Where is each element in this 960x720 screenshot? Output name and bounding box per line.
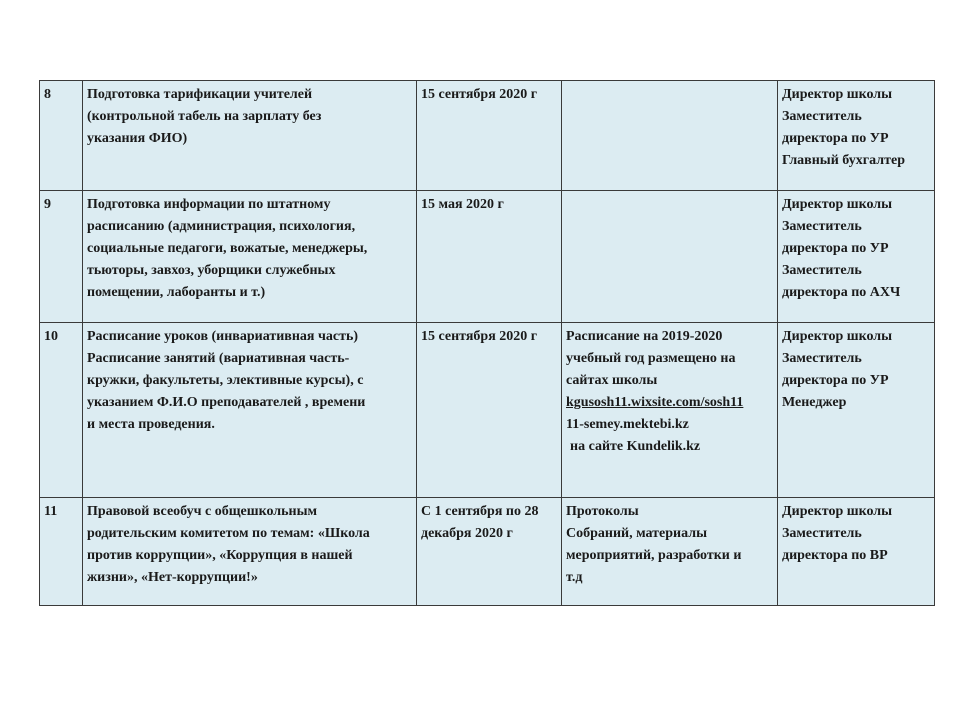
responsible-line: Директор школы <box>782 329 893 344</box>
date-cell <box>417 81 562 191</box>
task-line: помещении, лаборанты и т.) <box>87 285 266 300</box>
task-line: Подготовка тарификации учителей <box>87 87 313 102</box>
responsible-line: директора по АХЧ <box>782 285 901 300</box>
task-line: социальные педагоги, вожатые, менеджеры, <box>87 241 368 256</box>
task-line: и места проведения. <box>87 417 215 432</box>
kundelik-line: на сайте Kundelik.kz <box>570 439 701 454</box>
result-line: сайтах школы <box>566 373 658 388</box>
task-line: Подготовка информации по штатному <box>87 197 331 212</box>
result-line: Расписание на 2019-2020 <box>566 329 723 344</box>
table-row <box>40 191 935 323</box>
responsible-line: Директор школы <box>782 504 893 519</box>
responsible-line: Заместитель <box>782 263 862 278</box>
row-number-cell <box>40 498 83 606</box>
responsible-line: Заместитель <box>782 526 862 541</box>
result-line: т.д <box>566 570 583 585</box>
date-line: 15 сентября 2020 г <box>421 329 538 344</box>
task-line: Расписание занятий (вариативная часть- <box>87 351 350 366</box>
task-line: Правовой всеобуч с общешкольным <box>87 504 318 519</box>
responsible-line: директора по УР <box>782 131 889 146</box>
responsible-line: директора по УР <box>782 373 889 388</box>
table-row <box>40 81 935 191</box>
row-number-cell <box>40 81 83 191</box>
responsible-cell <box>778 191 935 323</box>
table-row <box>40 498 935 606</box>
result-line: Собраний, материалы <box>566 526 708 541</box>
task-line: тьюторы, завхоз, уборщики служебных <box>87 263 336 278</box>
task-line: против коррупции», «Коррупция в нашей <box>87 548 353 563</box>
row-number: 11 <box>44 504 58 519</box>
date-line: 15 сентября 2020 г <box>421 87 538 102</box>
result-cell <box>562 81 778 191</box>
responsible-line: Главный бухгалтер <box>782 153 905 168</box>
result-cell <box>562 323 778 498</box>
task-line: расписанию (администрация, психология, <box>87 219 356 234</box>
responsible-line: Директор школы <box>782 197 893 212</box>
result-line: Протоколы <box>566 504 639 519</box>
task-line: (контрольной табель на зарплату без <box>87 109 322 124</box>
date-cell <box>417 498 562 606</box>
task-cell <box>83 323 417 498</box>
responsible-line: Заместитель <box>782 351 862 366</box>
table-body <box>40 81 935 606</box>
responsible-line: Менеджер <box>782 395 847 410</box>
responsible-line: директора по ВР <box>782 548 888 563</box>
date-line: 15 мая 2020 г <box>421 197 504 212</box>
school-site-address: 11-semey.mektebi.kz <box>566 417 689 432</box>
row-number-cell <box>40 191 83 323</box>
responsible-line: Заместитель <box>782 219 862 234</box>
school-site-link[interactable]: kgusosh11.wixsite.com/sosh11 <box>566 395 744 410</box>
task-cell <box>83 191 417 323</box>
result-cell <box>562 191 778 323</box>
task-line: указания ФИО) <box>87 131 188 146</box>
row-number: 8 <box>44 87 51 102</box>
task-line: указанием Ф.И.О преподавателей , времени <box>87 395 366 410</box>
result-line: учебный год размещено на <box>566 351 736 366</box>
date-line: декабря 2020 г <box>421 526 513 541</box>
task-line: родительским комитетом по темам: «Школа <box>87 526 370 541</box>
date-cell <box>417 323 562 498</box>
date-line: С 1 сентября по 28 <box>421 504 539 519</box>
result-line: мероприятий, разработки и <box>566 548 742 563</box>
responsible-line: директора по УР <box>782 241 889 256</box>
table-row <box>40 323 935 498</box>
task-line: жизни», «Нет-коррупции!» <box>87 570 258 585</box>
responsible-line: Директор школы <box>782 87 893 102</box>
date-cell <box>417 191 562 323</box>
action-plan-table <box>39 80 935 606</box>
result-cell <box>562 498 778 606</box>
task-cell <box>83 81 417 191</box>
responsible-cell <box>778 81 935 191</box>
task-line: Расписание уроков (инвариативная часть) <box>87 329 359 344</box>
responsible-line: Заместитель <box>782 109 862 124</box>
task-line: кружки, факультеты, элективные курсы), с <box>87 373 364 388</box>
row-number-cell <box>40 323 83 498</box>
responsible-cell <box>778 498 935 606</box>
row-number: 9 <box>44 197 51 212</box>
task-cell <box>83 498 417 606</box>
responsible-cell <box>778 323 935 498</box>
row-number: 10 <box>44 329 58 344</box>
